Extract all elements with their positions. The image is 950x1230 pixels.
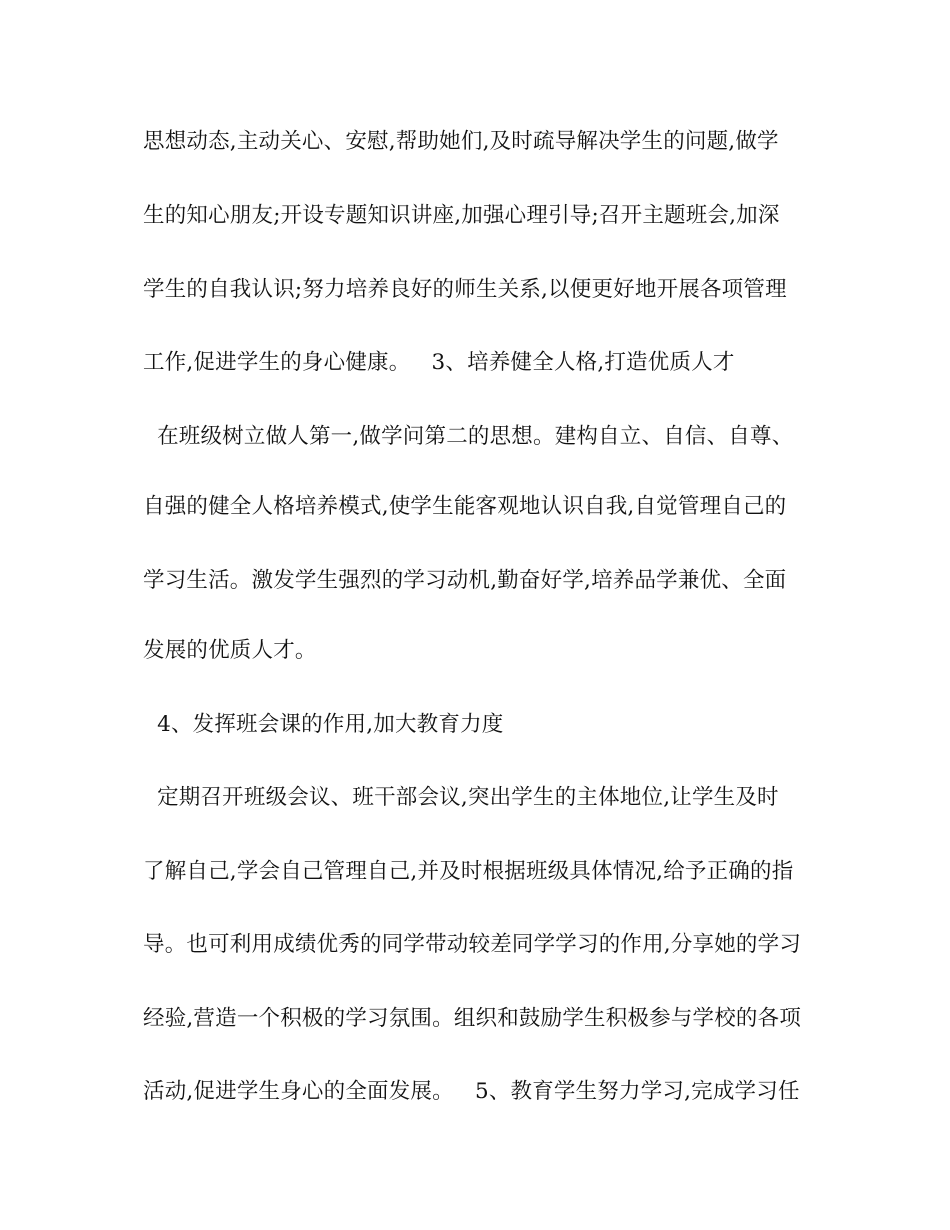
text-line: 活动,促进学生身心的全面发展。 5、教育学生努力学习,完成学习任	[143, 1079, 800, 1104]
text-line: 工作,促进学生的身心健康。 3、培养健全人格,打造优质人才	[143, 350, 735, 375]
text-line: 学生的自我认识;努力培养良好的师生关系,以便更好地开展各项管理	[143, 277, 787, 302]
text-line: 生的知心朋友;开设专题知识讲座,加强心理引导;召开主题班会,加深	[143, 203, 780, 228]
text-line: 4、发挥班会课的作用,加大教育力度	[143, 712, 504, 737]
text-line: 自强的健全人格培养模式,使学生能客观地认识自我,自觉管理自己的	[143, 494, 787, 519]
text-line: 了解自己,学会自己管理自己,并及时根据班级具体情况,给予正确的指	[143, 859, 794, 884]
text-line: 导。也可利用成绩优秀的同学带动较差同学学习的作用,分享她的学习	[143, 932, 802, 957]
text-line: 学习生活。激发学生强烈的学习动机,勤奋好学,培养品学兼优、全面	[143, 568, 787, 593]
text-line: 发展的优质人才。	[143, 638, 317, 663]
text-line: 经验,营造一个积极的学习氛围。组织和鼓励学生积极参与学校的各项	[143, 1006, 802, 1031]
text-line: 思想动态,主动关心、安慰,帮助她们,及时疏导解决学生的问题,做学	[143, 129, 779, 154]
text-line: 在班级树立做人第一,做学问第二的思想。建构自立、自信、自尊、	[143, 424, 794, 449]
text-line: 定期召开班级会议、班干部会议,突出学生的主体地位,让学生及时	[143, 785, 779, 810]
